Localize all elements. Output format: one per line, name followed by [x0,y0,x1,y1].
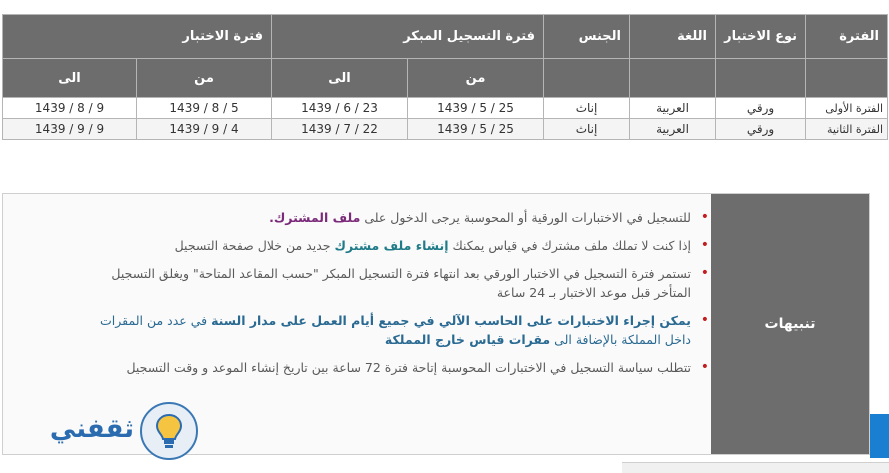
bullet-icon: • [700,312,709,328]
cell-test-to: 1439 / 9 / 9 [3,119,137,140]
bottom-scrollbar[interactable] [622,462,889,473]
cell-gender: إناث [544,119,630,140]
cell-period: الفترة الثانية [806,119,888,140]
header-early-registration: فترة التسجيل المبكر [272,15,544,59]
bullet-icon: • [700,237,709,253]
lightbulb-icon [140,402,198,460]
table-header-row [3,15,888,59]
list-item [81,311,709,349]
header-period: الفترة [806,15,888,59]
notice-text: تتطلب سياسة التسجيل في الاختبارات المحوسبة إتاحة فترة 72 ساعة بين تاريخ إنشاء الموعد و وقت التسجيل [126,360,691,375]
list-item [81,264,709,302]
bullet-icon: • [700,359,709,375]
cell-early-from: 1439 / 5 / 25 [408,98,544,119]
subheader-test-from: من [137,59,272,98]
subheader-blank [716,59,806,98]
header-language: اللغة [630,15,716,59]
cell-early-to: 1439 / 6 / 23 [272,98,408,119]
site-watermark [14,402,204,462]
list-item [81,358,709,377]
subheader-blank [630,59,716,98]
subscriber-file-link[interactable]: ملف المشترك. [269,210,361,225]
cell-language: العربية [630,98,716,119]
cell-test-from: 1439 / 8 / 5 [137,98,272,119]
header-gender: الجنس [544,15,630,59]
notice-text: تستمر فترة التسجيل في الاختبار الورقي بعد انتهاء فترة التسجيل المبكر "حسب المقاعد المتاحة" ويغلق التسجيل المتأخر قبل موعد الاختبار بـ 24 ساعة [111,266,691,300]
subheader-blank [806,59,888,98]
bullet-icon: • [700,265,709,281]
notices-list [81,208,709,386]
notice-text: في عدد من المقرات داخل المملكة بالإضافة الى [100,313,691,347]
list-item [81,208,709,227]
cell-language: العربية [630,119,716,140]
notice-text: جديد من خلال صفحة التسجيل [174,238,335,253]
subheader-early-from: من [408,59,544,98]
subheader-test-to: الى [3,59,137,98]
cell-early-to: 1439 / 7 / 22 [272,119,408,140]
cell-test-to: 1439 / 8 / 9 [3,98,137,119]
notices-label: تنبيهات [711,194,869,454]
list-item [81,236,709,255]
cell-test-type: ورقي [716,98,806,119]
side-tab[interactable] [870,414,889,458]
header-test-type: نوع الاختبار [716,15,806,59]
table-subheader-row [3,59,888,98]
cell-period: الفترة الأولى [806,98,888,119]
table-row [3,98,888,119]
subheader-blank [544,59,630,98]
cell-test-from: 1439 / 9 / 4 [137,119,272,140]
test-schedule-table [2,14,888,140]
watermark-text: ثقفني [49,414,134,444]
table-row [3,119,888,140]
notice-text: للتسجيل في الاختبارات الورقية أو المحوسبة يرجى الدخول على [360,210,691,225]
header-test-period: فترة الاختبار [3,15,272,59]
notice-strong-text: يمكن إجراء الاختبارات على الحاسب الآلي في جميع أيام العمل على مدار السنة [211,313,691,328]
create-subscriber-file-link[interactable]: إنشاء ملف مشترك [334,238,449,253]
cell-gender: إناث [544,98,630,119]
cell-early-from: 1439 / 5 / 25 [408,119,544,140]
cell-test-type: ورقي [716,119,806,140]
subheader-early-to: الى [272,59,408,98]
notice-strong-text: مقرات قياس خارج المملكة [384,332,551,347]
notice-text: إذا كنت لا تملك ملف مشترك في قياس يمكنك [448,238,691,253]
bullet-icon: • [700,209,709,225]
